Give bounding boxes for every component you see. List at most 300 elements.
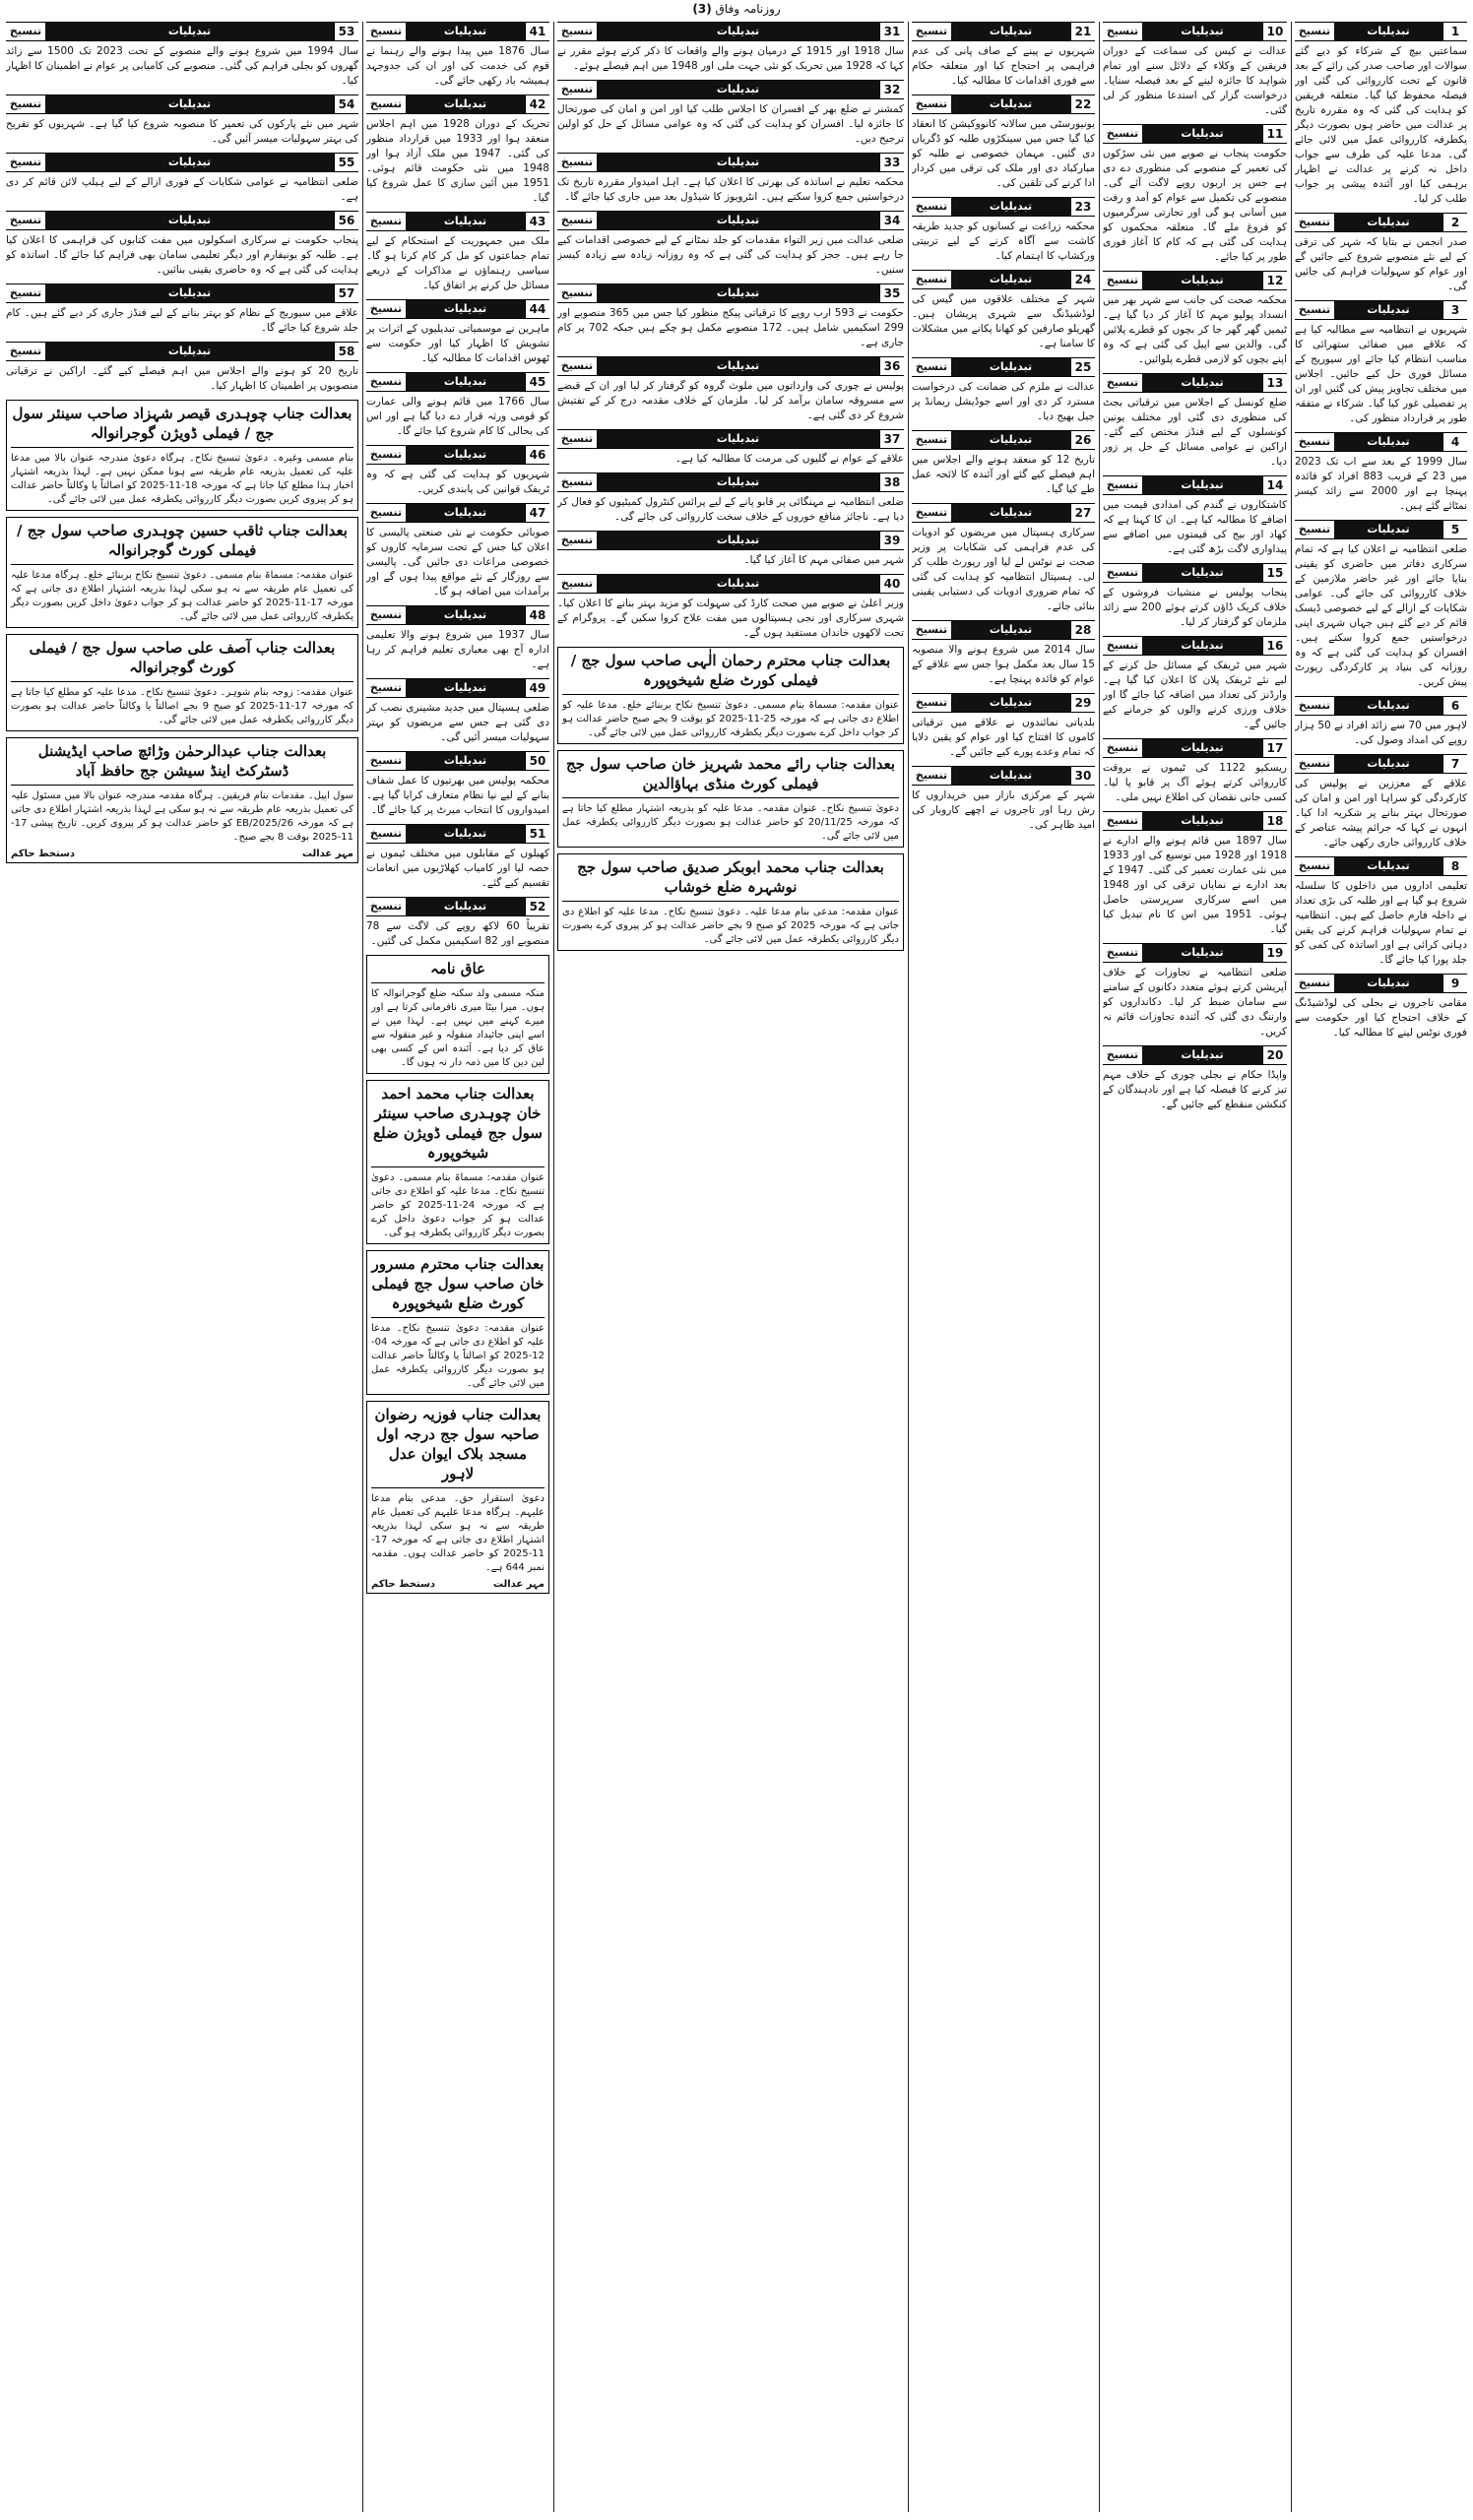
- announcement-item: [557, 531, 904, 568]
- announcement-header: [1103, 738, 1287, 758]
- announcement-header: [1295, 300, 1467, 320]
- announcement-item: [6, 153, 358, 205]
- announcement-header: [1103, 943, 1287, 963]
- announcement-header: [1295, 432, 1467, 452]
- section-label: تنسیخ: [366, 898, 406, 915]
- announcement-item: [557, 356, 904, 423]
- announcement-header: [366, 94, 549, 114]
- section-label: تنسیخ: [912, 23, 951, 40]
- announcement-item: [6, 342, 358, 394]
- section-label: تنسیخ: [557, 212, 597, 229]
- announcement-text: تاریخ 20 کو ہونے والے اجلاس میں اہم فیصلے کیے گئے۔ اراکین نے ترقیاتی منصوبوں پر اطمینان کا اظہار کیا۔: [6, 365, 358, 392]
- court-title: بعدالت جناب محترم مسرور خان صاحب سول جج فیملی کورٹ ضلع شیخوپورہ: [371, 1255, 544, 1312]
- announcement-header: [557, 574, 904, 594]
- announcement-header: [6, 342, 358, 361]
- announcement-item: [366, 445, 549, 497]
- notice-body: عنوان مقدمہ: مسماۃ بنام مسمی۔ دعویٰ تنسیخ نکاح۔ مدعا علیہ کو اطلاع دی جاتی ہے کہ مورخہ 24-11-2025 کو حاضر عدالت ہو کر جواب دعویٰ داخل کرے بصورت دیگر کارروائی یکطرفہ ہو گی۔: [371, 1172, 544, 1238]
- announcement-item: [1295, 974, 1467, 1040]
- divider: [371, 1166, 544, 1167]
- announcement-text: ملک میں جمہوریت کے استحکام کے لیے تمام جماعتوں کو مل کر کام کرنا ہو گا۔ سیاسی رہنماؤں نے مذاکرات کے ذریعے مسائل حل کرنے پر اتفاق کیا۔: [366, 235, 549, 291]
- announcement-text: شہر میں صفائی مہم کا آغاز کیا گیا۔: [743, 554, 904, 566]
- announcement-category: تبدیلیات: [45, 23, 334, 40]
- announcement-category: تبدیلیات: [406, 446, 525, 464]
- divider: [562, 901, 899, 902]
- divider: [11, 447, 353, 448]
- announcement-text: تعلیمی اداروں میں داخلوں کا سلسلہ شروع ہو گیا ہے اور طلبہ کی بڑی تعداد نے داخلہ فارم حاصل کیے ہیں۔ انتظامیہ نے تمام سہولیات فراہم کرنے کی یقین دہانی کرائی ہے اور اساتذہ کی کمی کو جلد پورا کیا جائے گا۔: [1295, 880, 1467, 966]
- announcement-number: 15: [1262, 564, 1287, 582]
- announcement-item: [912, 430, 1095, 497]
- announcement-number: 54: [334, 95, 358, 113]
- announcement-item: [366, 503, 549, 599]
- announcement-item: [366, 678, 549, 745]
- announcement-header: [1295, 754, 1467, 774]
- announcement-item: [1103, 271, 1287, 367]
- announcement-number: 23: [1070, 198, 1095, 216]
- announcement-header: [366, 372, 549, 392]
- court-notice: [366, 1250, 549, 1395]
- announcement-header: [1103, 475, 1287, 495]
- announcement-text: ضلعی عدالت میں زیر التواء مقدمات کو جلد نمٹانے کے لیے خصوصی اقدامات کیے جا رہے ہیں۔ ججز کو ہدایت کی گئی ہے کہ وہ روزانہ زیادہ سے زیادہ کیسز سنیں۔: [557, 234, 904, 276]
- announcement-text: عدالت نے ملزم کی ضمانت کی درخواست مسترد کر دی اور اسے جوڈیشل ریمانڈ پر جیل بھیج دیا۔: [912, 381, 1095, 422]
- column-rule: [553, 22, 554, 2512]
- announcement-category: تبدیلیات: [1334, 301, 1442, 319]
- announcement-number: 34: [879, 212, 904, 229]
- announcement-category: تبدیلیات: [597, 23, 879, 40]
- announcement-item: [557, 153, 904, 205]
- announcement-number: 36: [879, 357, 904, 375]
- announcement-item: [1295, 754, 1467, 850]
- announcement-number: 27: [1070, 504, 1095, 522]
- section-label: تنسیخ: [557, 81, 597, 98]
- announcement-header: [1295, 974, 1467, 993]
- section-label: تنسیخ: [1295, 521, 1334, 538]
- announcement-text: شہریوں نے پینے کے صاف پانی کی عدم فراہمی پر احتجاج کیا اور متعلقہ حکام سے فوری اقدامات کا مطالبہ کیا۔: [912, 45, 1095, 87]
- announcement-text: کھیلوں کے مقابلوں میں مختلف ٹیموں نے حصہ لیا اور کامیاب کھلاڑیوں میں انعامات تقسیم کیے گئے۔: [366, 848, 549, 889]
- announcement-item: [557, 574, 904, 641]
- section-label: تنسیخ: [366, 825, 406, 843]
- announcement-item: [1103, 373, 1287, 470]
- section-label: تنسیخ: [912, 694, 951, 712]
- announcement-number: 45: [525, 373, 549, 391]
- announcement-text: ضلعی انتظامیہ نے اعلان کیا ہے کہ تمام سرکاری دفاتر میں حاضری کو یقینی بنایا جائے اور غیر حاضر ملازمین کے خلاف کارروائی کی جائے گی۔ عوامی شکایات کے ازالے کے لیے خصوصی ڈیسک قائم کر دیے گئے ہیں جہاں شہری اپنی درخواستیں جمع کروا سکتے ہیں۔ افسران کو ہدایت کی گئی ہے کہ وہ روزانہ کی بنیاد پر کارکردگی رپورٹ پیش کریں۔: [1295, 543, 1467, 688]
- announcement-header: [912, 766, 1095, 786]
- section-label: تنسیخ: [1103, 812, 1142, 830]
- announcement-category: تبدیلیات: [1334, 521, 1442, 538]
- announcement-text: پنجاب حکومت نے سرکاری اسکولوں میں مفت کتابوں کی فراہمی کا اعلان کیا ہے۔ طلبہ کو یونیفارم اور دیگر تعلیمی سامان بھی فراہم کیا جائے گا۔ اساتذہ کو ہدایت کی گئی ہے کہ وہ حاضری یقینی بنائیں۔: [6, 234, 358, 276]
- announcement-text: سال 1766 میں قائم ہونے والی عمارت کو قومی ورثہ قرار دے دیا گیا ہے اور اس کی بحالی کا کام شروع کیا جائے گا۔: [366, 396, 549, 437]
- announcement-text: ضلعی ہسپتال میں جدید مشینری نصب کر دی گئی ہے جس سے مریضوں کو بہتر سہولیات میسر آئیں گی۔: [366, 702, 549, 743]
- section-label: تنسیخ: [557, 23, 597, 40]
- column-rule: [1291, 22, 1292, 2512]
- announcement-header: [557, 22, 904, 41]
- announcement-category: تبدیلیات: [1334, 697, 1442, 715]
- announcement-item: [6, 22, 358, 89]
- notice-body: بنام مسمی وغیرہ۔ دعویٰ تنسیخ نکاح۔ ہرگاہ دعویٰ مندرجہ عنوان بالا میں مدعا علیہ کی تعمیل بذریعہ عام طریقہ سے ہونا ممکن نہیں ہے۔ لہذا بذریعہ اشتہار اخبار ہذا مطلع کیا جاتا ہے کہ مورخہ 18-11-2025 کو اصالتاً یا وکالتاً حاضر عدالت ہو کر پیروی کریں بصورت دیگر کارروائی یکطرفہ عمل میں لائی جائے گی۔: [11, 453, 353, 505]
- announcement-item: [557, 429, 904, 467]
- announcement-number: 32: [879, 81, 904, 98]
- announcement-category: تبدیلیات: [1142, 812, 1262, 830]
- section-label: تنسیخ: [1295, 697, 1334, 715]
- divider: [11, 785, 353, 786]
- notice-body: عنوان مقدمہ: مدعی بنام مدعا علیہ۔ دعویٰ تنسیخ نکاح۔ مدعا علیہ کو اطلاع دی جاتی ہے کہ مورخہ 2025 کو صبح 9 بجے حاضر عدالت ہو کر پیروی کرے بصورت دیگر کارروائی یکطرفہ عمل میں لائی جائے گی۔: [562, 907, 899, 945]
- announcement-number: 5: [1442, 521, 1467, 538]
- notice-body: عنوان مقدمہ: مسماۃ بنام مسمی۔ دعویٰ تنسیخ نکاح بربنائے خلع۔ ہرگاہ مدعا علیہ کی تعمیل عام طریقہ سے نہ ہو سکی لہذا بذریعہ اشتہار اطلاع دی جاتی ہے کہ مورخہ 17-11-2025 کو حاضر عدالت ہو کر جواب دعویٰ داخل کریں بصورت دیگر یکطرفہ کارروائی عمل میں لائی جائے گی۔: [11, 570, 353, 622]
- announcement-text: ضلع کونسل کے اجلاس میں ترقیاتی بجٹ کی منظوری دی گئی اور مختلف یونین کونسلوں کے لیے فنڈز مختص کیے گئے۔ اراکین نے عوامی مسائل کے حل پر زور دیا۔: [1103, 397, 1287, 468]
- announcement-number: 52: [525, 898, 549, 915]
- announcement-text: حکومت نے 593 ارب روپے کا ترقیاتی پیکج منظور کیا جس میں 365 منصوبے اور 299 اسکیمیں شامل ہیں۔ 172 منصوبے مکمل ہو چکے ہیں جبکہ 702 پر کام جاری ہے۔: [557, 307, 904, 348]
- announcement-category: تبدیلیات: [45, 95, 334, 113]
- notice-body: سول اپیل۔ مقدمات بنام فریقین۔ ہرگاہ مقدمہ مندرجہ عنوان بالا میں مسئول علیہ کی تعمیل بذریعہ عام طریقہ سے نہ ہو سکی ہے لہذا بذریعہ اشتہار اطلاع دی جاتی ہے کہ مورخہ 26/EB/2025 کو حاضر عدالت ہو کر پیروی کریں۔ تاریخ پیشی 17-11-2025 بوقت 8 بجے صبح۔: [11, 790, 353, 843]
- announcement-item: [6, 94, 358, 147]
- announcement-item: [557, 284, 904, 350]
- masthead-page-number: (3): [692, 2, 712, 16]
- court-title: بعدالت جناب چوہدری قیصر شہزاد صاحب سینئر سول جج / فیملی ڈویژن گوجرانوالہ: [12, 405, 352, 442]
- announcement-header: [912, 197, 1095, 217]
- announcement-category: تبدیلیات: [406, 213, 525, 230]
- announcement-number: 21: [1070, 23, 1095, 40]
- announcement-item: [1295, 213, 1467, 294]
- column-rule: [908, 22, 909, 2512]
- announcement-category: تبدیلیات: [1142, 23, 1262, 40]
- announcement-category: تبدیلیات: [406, 752, 525, 770]
- court-notice: [366, 1080, 549, 1244]
- announcement-header: [1295, 696, 1467, 716]
- announcement-item: [1295, 696, 1467, 748]
- announcement-number: 22: [1070, 95, 1095, 113]
- announcement-text: شہر میں نئے پارکوں کی تعمیر کا منصوبہ شروع کیا گیا ہے۔ شہریوں کو تفریح کی بہتر سہولیات میسر آئیں گی۔: [6, 118, 358, 145]
- announcement-number: 19: [1262, 944, 1287, 962]
- announcement-number: 29: [1070, 694, 1095, 712]
- announcement-text: مقامی تاجروں نے بجلی کی لوڈشیڈنگ کے خلاف احتجاج کیا اور حکومت سے فوری نوٹس لینے کا مطالبہ کیا۔: [1295, 997, 1467, 1039]
- column-5: [366, 22, 549, 2512]
- section-label: تنسیخ: [557, 473, 597, 491]
- announcement-category: تبدیلیات: [597, 81, 879, 98]
- announcement-header: [366, 897, 549, 916]
- announcement-number: 35: [879, 284, 904, 302]
- announcement-text: ماہرین نے موسمیاتی تبدیلیوں کے اثرات پر تشویش کا اظہار کیا اور حکومت سے ٹھوس اقدامات کا مطالبہ کیا۔: [366, 323, 549, 364]
- announcement-text: سال 1999 کے بعد سے اب تک 2023 میں 23 کے قریب 883 افراد کو فائدہ پہنچا ہے اور 2000 سے زائد کیسز نمٹائے گئے ہیں۔: [1295, 456, 1467, 512]
- divider: [371, 1487, 544, 1488]
- announcement-category: تبدیلیات: [406, 23, 525, 40]
- announcement-item: [1295, 22, 1467, 207]
- announcement-item: [366, 751, 549, 818]
- announcement-item: [912, 766, 1095, 833]
- court-notice: [6, 634, 358, 731]
- masthead-paper: روزنامہ وفاق: [715, 2, 781, 16]
- announcement-category: تبدیلیات: [45, 343, 334, 360]
- section-label: تنسیخ: [1103, 23, 1142, 40]
- section-label: تنسیخ: [912, 621, 951, 639]
- announcement-header: [912, 693, 1095, 713]
- column-6: [6, 22, 358, 2512]
- masthead: [0, 0, 1473, 18]
- announcement-category: تبدیلیات: [1142, 944, 1262, 962]
- section-label: تنسیخ: [366, 752, 406, 770]
- section-label: تنسیخ: [366, 23, 406, 40]
- divider: [562, 797, 899, 798]
- announcement-header: [912, 430, 1095, 450]
- announcement-category: تبدیلیات: [1142, 272, 1262, 289]
- announcement-header: [366, 751, 549, 771]
- announcement-number: 7: [1442, 755, 1467, 773]
- divider: [11, 564, 353, 565]
- announcement-text: شہریوں کو ہدایت کی گئی ہے کہ وہ ٹریفک قوانین کی پابندی کریں۔: [366, 469, 549, 495]
- announcement-number: 26: [1070, 431, 1095, 449]
- announcement-item: [1103, 738, 1287, 805]
- announcement-item: [912, 94, 1095, 191]
- column-rule: [1099, 22, 1100, 2512]
- announcement-header: [366, 299, 549, 319]
- section-label: تنسیخ: [1295, 857, 1334, 875]
- section-label: تنسیخ: [912, 198, 951, 216]
- announcement-header: [557, 211, 904, 230]
- section-label: تنسیخ: [557, 284, 597, 302]
- section-label: تنسیخ: [6, 284, 45, 302]
- announcement-text: محکمہ زراعت نے کسانوں کو جدید طریقہ کاشت سے آگاہ کرنے کے لیے تربیتی ورکشاپ کا اہتمام کیا۔: [912, 220, 1095, 262]
- section-label: تنسیخ: [6, 212, 45, 229]
- announcement-number: 46: [525, 446, 549, 464]
- announcement-text: علاقے کے عوام نے گلیوں کی مرمت کا مطالبہ کیا ہے۔: [674, 453, 904, 465]
- announcement-number: 47: [525, 504, 549, 522]
- announcement-number: 3: [1442, 301, 1467, 319]
- court-title: بعدالت جناب فوزیہ رضوان صاحبہ سول جج درجہ اول مسجد بلاک ایوان عدل لاہور: [374, 1406, 542, 1482]
- announcement-header: [557, 531, 904, 550]
- announcement-item: [6, 211, 358, 278]
- announcement-category: تبدیلیات: [45, 284, 334, 302]
- announcement-category: تبدیلیات: [45, 154, 334, 171]
- announcement-category: تبدیلیات: [1142, 374, 1262, 392]
- announcement-number: 1: [1442, 23, 1467, 40]
- announcement-item: [366, 605, 549, 672]
- announcement-item: [912, 197, 1095, 264]
- divider: [371, 982, 544, 983]
- announcement-header: [557, 153, 904, 172]
- announcement-number: 6: [1442, 697, 1467, 715]
- column-1: [1295, 22, 1467, 2512]
- notice-body: عنوان مقدمہ: دعویٰ تنسیخ نکاح۔ مدعا علیہ کو اطلاع دی جاتی ہے کہ مورخہ 04-12-2025 کو اصالتاً یا وکالتاً حاضر عدالت ہو بصورت دیگر کارروائی یکطرفہ عمل میں لائی جائے گی۔: [371, 1323, 544, 1389]
- announcement-number: 18: [1262, 812, 1287, 830]
- announcement-category: تبدیلیات: [951, 694, 1070, 712]
- announcement-category: تبدیلیات: [951, 504, 1070, 522]
- announcement-header: [912, 270, 1095, 289]
- announcement-text: محکمہ تعلیم نے اساتذہ کی بھرتی کا اعلان کیا ہے۔ اہل امیدوار مقررہ تاریخ تک درخواستیں جمع کروا سکتے ہیں۔ انٹرویوز کا شیڈول بعد میں جاری کیا جائے گا۔: [557, 176, 904, 203]
- announcement-item: [1295, 856, 1467, 968]
- section-label: تنسیخ: [1103, 125, 1142, 143]
- court-notice: [366, 955, 549, 1074]
- announcement-text: سرکاری ہسپتال میں مریضوں کو ادویات کی عدم فراہمی کی شکایات پر وزیر صحت نے نوٹس لے لیا اور رپورٹ طلب کر لی۔ ہسپتال انتظامیہ کو ہدایت کی گئی کہ تمام ضروری ادویات کی دستیابی یقینی بنائی جائے۔: [912, 527, 1095, 612]
- announcement-number: 38: [879, 473, 904, 491]
- announcement-category: تبدیلیات: [597, 430, 879, 448]
- announcement-header: [557, 356, 904, 376]
- announcement-text: صوبائی حکومت نے نئی صنعتی پالیسی کا اعلان کیا جس کے تحت سرمایہ کاروں کو خصوصی مراعات دی جائیں گی۔ پالیسی سے روزگار کے نئے مواقع پیدا ہوں گے اور برآمدات میں اضافہ ہو گا۔: [366, 527, 549, 598]
- notice-footer: [371, 1579, 544, 1590]
- announcement-text: یونیورسٹی میں سالانہ کانووکیشن کا انعقاد کیا گیا جس میں سینکڑوں طلبہ کو ڈگریاں دی گئیں۔ مہمان خصوصی نے طلبہ کو مبارکباد دی اور ملک کی ترقی میں کردار ادا کرنے کی تلقین کی۔: [912, 118, 1095, 189]
- section-label: تنسیخ: [366, 213, 406, 230]
- announcement-header: [366, 824, 549, 844]
- announcement-item: [1295, 432, 1467, 514]
- announcement-category: تبدیلیات: [1334, 433, 1442, 451]
- announcement-item: [1103, 636, 1287, 732]
- announcement-header: [1103, 1045, 1287, 1065]
- announcement-item: [1103, 22, 1287, 118]
- announcement-text: کمشنر نے ضلع بھر کے افسران کا اجلاس طلب کیا اور امن و امان کی صورتحال کا جائزہ لیا۔ افسران کو ہدایت کی گئی کہ وہ عوامی مسائل کے حل کو اولین ترجیح دیں۔: [557, 103, 904, 145]
- announcement-header: [6, 94, 358, 114]
- divider: [562, 694, 899, 695]
- announcement-text: سال 2014 میں شروع ہونے والا منصوبہ 15 سال بعد مکمل ہوا جس سے علاقے کے عوام کو فائدہ پہنچا ہے۔: [912, 644, 1095, 685]
- announcement-header: [1103, 811, 1287, 831]
- announcement-category: تبدیلیات: [1334, 755, 1442, 773]
- announcement-header: [366, 445, 549, 465]
- section-label: تنسیخ: [366, 300, 406, 318]
- divider: [371, 1317, 544, 1318]
- announcement-item: [912, 22, 1095, 89]
- announcement-number: 57: [334, 284, 358, 302]
- announcement-category: تبدیلیات: [597, 154, 879, 171]
- announcement-number: 33: [879, 154, 904, 171]
- announcement-number: 8: [1442, 857, 1467, 875]
- announcement-header: [557, 472, 904, 492]
- announcement-item: [366, 299, 549, 366]
- announcement-item: [366, 212, 549, 293]
- announcement-category: تبدیلیات: [1142, 1046, 1262, 1064]
- announcement-number: 43: [525, 213, 549, 230]
- section-label: تنسیخ: [1103, 374, 1142, 392]
- announcement-item: [366, 824, 549, 891]
- announcement-text: محکمہ صحت کی جانب سے شہر بھر میں انسداد پولیو مہم کا آغاز کر دیا گیا ہے۔ ٹیمیں گھر گھر جا کر بچوں کو قطرے پلائیں گی۔ والدین سے اپیل کی گئی ہے کہ وہ اپنے بچوں کو لازمی قطرے پلوائیں۔: [1103, 294, 1287, 365]
- announcement-category: تبدیلیات: [597, 473, 879, 491]
- column-2: [1103, 22, 1287, 2512]
- announcement-number: 10: [1262, 23, 1287, 40]
- announcement-text: کاشتکاروں نے گندم کی امدادی قیمت میں اضافے کا مطالبہ کیا ہے۔ ان کا کہنا ہے کہ کھاد اور بیج کی قیمتوں میں اضافے سے پیداواری لاگت بڑھ گئی ہے۔: [1103, 499, 1287, 555]
- announcement-category: تبدیلیات: [1334, 975, 1442, 992]
- announcement-text: شہر کے مختلف علاقوں میں گیس کی لوڈشیڈنگ سے شہری پریشان ہیں۔ گھریلو صارفین کو کھانا پکانے میں مشکلات کا سامنا ہے۔: [912, 293, 1095, 349]
- section-label: تنسیخ: [1103, 1046, 1142, 1064]
- announcement-header: [912, 22, 1095, 41]
- announcement-header: [912, 357, 1095, 377]
- court-notice: [366, 1401, 549, 1594]
- column-4: [557, 22, 904, 2512]
- announcement-category: تبدیلیات: [1142, 125, 1262, 143]
- announcement-category: تبدیلیات: [406, 679, 525, 697]
- announcement-item: [1103, 124, 1287, 265]
- announcement-number: 51: [525, 825, 549, 843]
- notice-footer: [11, 849, 353, 859]
- announcement-number: 28: [1070, 621, 1095, 639]
- announcement-number: 50: [525, 752, 549, 770]
- announcement-category: تبدیلیات: [597, 284, 879, 302]
- court-title: بعدالت جناب محترم رحمان الٰہی صاحب سول جج / فیملی کورٹ ضلع شیخوپورہ: [570, 652, 891, 689]
- section-label: تنسیخ: [1103, 739, 1142, 757]
- announcement-text: وزیر اعلیٰ نے صوبے میں صحت کارڈ کی سہولت کو مزید بہتر بنانے کا اعلان کیا۔ شہری سرکاری اور نجی ہسپتالوں میں مفت علاج کروا سکیں گے۔ پروگرام کے تحت لاکھوں خاندان مستفید ہوں گے۔: [557, 598, 904, 639]
- announcement-category: تبدیلیات: [1142, 637, 1262, 655]
- announcement-number: 17: [1262, 739, 1287, 757]
- announcement-header: [1103, 636, 1287, 656]
- notice-body: دعویٰ تنسیخ نکاح۔ عنوان مقدمہ۔ مدعا علیہ کو بذریعہ اشتہار مطلع کیا جاتا ہے کہ مورخہ 20/11/25 کو حاضر عدالت ہو بصورت دیگر کارروائی یکطرفہ عمل میں لائی جائے گی۔: [562, 803, 899, 842]
- announcement-header: [366, 605, 549, 625]
- announcement-text: علاقے کے معززین نے پولیس کی کارکردگی کو سراہا اور امن و امان کی صورتحال بہتر بنانے پر شکریہ ادا کیا۔ انہوں نے کہا کہ جرائم پیشہ عناصر کے خلاف کارروائی جاری رکھی جائے۔: [1295, 778, 1467, 849]
- announcement-header: [366, 678, 549, 698]
- section-label: تنسیخ: [912, 271, 951, 288]
- announcement-item: [912, 357, 1095, 424]
- court-title: بعدالت جناب آصف علی صاحب سول جج / فیملی کورٹ گوجرانوالہ: [29, 639, 336, 676]
- announcement-item: [912, 620, 1095, 687]
- column-3: [912, 22, 1095, 2512]
- announcement-number: 9: [1442, 975, 1467, 992]
- section-label: تنسیخ: [1295, 433, 1334, 451]
- announcement-item: [912, 270, 1095, 351]
- announcement-category: تبدیلیات: [951, 621, 1070, 639]
- announcement-header: [6, 284, 358, 303]
- announcement-number: 41: [525, 23, 549, 40]
- notice-body: عنوان مقدمہ: زوجہ بنام شوہر۔ دعویٰ تنسیخ نکاح۔ مدعا علیہ کو مطلع کیا جاتا ہے کہ مورخہ 17-11-2025 کو صبح 9 بجے اصالتاً یا وکالتاً حاضر عدالت ہو بصورت دیگر کارروائی یکطرفہ عمل میں لائی جائے گی۔: [11, 687, 353, 725]
- section-label: تنسیخ: [366, 606, 406, 624]
- announcement-category: تبدیلیات: [597, 575, 879, 593]
- announcement-item: [557, 22, 904, 74]
- court-title: بعدالت جناب عبدالرحمٰن وڑائچ صاحب ایڈیشنل ڈسٹرکٹ اینڈ سیشن جج حافظ آباد: [37, 742, 327, 780]
- announcement-number: 16: [1262, 637, 1287, 655]
- announcement-category: تبدیلیات: [406, 300, 525, 318]
- announcement-text: واپڈا حکام نے بجلی چوری کے خلاف مہم تیز کرنے کا فیصلہ کیا ہے اور نادہندگان کے کنکشن منقطع کیے جائیں گے۔: [1103, 1069, 1287, 1110]
- divider: [11, 681, 353, 682]
- notice-signature-label: دستخط حاکم: [11, 849, 76, 859]
- announcement-number: 49: [525, 679, 549, 697]
- court-title: عاق نامہ: [430, 960, 485, 977]
- announcement-header: [1295, 520, 1467, 539]
- court-title: بعدالت جناب محمد ابوبکر صدیق صاحب سول جج نوشہرہ ضلع خوشاب: [577, 858, 884, 896]
- column-rule: [362, 22, 363, 2512]
- section-label: تنسیخ: [1295, 214, 1334, 231]
- announcement-item: [1103, 943, 1287, 1040]
- announcement-category: تبدیلیات: [1142, 739, 1262, 757]
- announcement-text: ریسکیو 1122 کی ٹیموں نے بروقت کارروائی کرتے ہوئے آگ پر قابو پا لیا۔ کسی جانی نقصان کی اطلاع نہیں ملی۔: [1103, 762, 1287, 803]
- announcement-item: [557, 472, 904, 525]
- court-notice: [557, 647, 904, 744]
- announcement-header: [6, 153, 358, 172]
- section-label: تنسیخ: [366, 446, 406, 464]
- section-label: تنسیخ: [557, 575, 597, 593]
- announcement-number: 12: [1262, 272, 1287, 289]
- announcement-number: 13: [1262, 374, 1287, 392]
- announcement-header: [912, 620, 1095, 640]
- announcement-text: شہریوں نے انتظامیہ سے مطالبہ کیا ہے کہ علاقے میں صفائی ستھرائی کا مناسب انتظام کیا جائے اور سیوریج کے مسائل فوری حل کیے جائیں۔ اجلاس میں مختلف تجاویز پیش کی گئیں اور ان پر تفصیلی غور کیا گیا۔ شرکاء نے متفقہ طور پر قرارداد منظور کی۔: [1295, 324, 1467, 424]
- announcement-number: 24: [1070, 271, 1095, 288]
- announcement-item: [912, 503, 1095, 614]
- announcement-text: شہر کے مرکزی بازار میں خریداروں کا رش رہا اور تاجروں نے اچھے کاروبار کی امید ظاہر کی۔: [912, 789, 1095, 831]
- announcement-header: [557, 80, 904, 99]
- court-title: بعدالت جناب رائے محمد شہریز خان صاحب سول جج فیملی کورٹ منڈی بہاؤالدین: [565, 755, 896, 792]
- announcement-category: تبدیلیات: [45, 212, 334, 229]
- announcement-category: تبدیلیات: [597, 212, 879, 229]
- announcement-item: [1295, 300, 1467, 426]
- announcement-header: [1103, 124, 1287, 144]
- section-label: تنسیخ: [1103, 272, 1142, 289]
- announcement-number: 48: [525, 606, 549, 624]
- court-notice: [557, 750, 904, 848]
- notice-body: دعویٰ استقرار حق۔ مدعی بنام مدعا علیہم۔ ہرگاہ مدعا علیہم کی تعمیل عام طریقہ سے نہ ہو سکی لہذا بذریعہ اشتہار اطلاع دی جاتی ہے کہ مورخہ 17-11-2025 کو حاضر عدالت ہوں۔ مقدمہ نمبر 644 ہے۔: [371, 1493, 544, 1573]
- announcement-text: ضلعی انتظامیہ نے مہنگائی پر قابو پانے کے لیے پرائس کنٹرول کمیٹیوں کو فعال کر دیا ہے۔ ناجائز منافع خوروں کے خلاف سخت کارروائی کی جائے گی۔: [557, 496, 904, 523]
- notice-body: منکہ مسمی ولد سکنہ ضلع گوجرانوالہ کا ہوں۔ میرا بیٹا میری نافرمانی کرتا ہے اور میرے کہنے میں نہیں ہے۔ لہذا میں نے اسے اپنی جائیداد منقولہ و غیر منقولہ سے عاق کر دیا ہے۔ آئندہ اس کے کسی بھی لین دین کا میں ذمہ دار نہ ہوں گا۔: [371, 988, 544, 1068]
- announcement-category: تبدیلیات: [406, 898, 525, 915]
- announcement-item: [1103, 475, 1287, 557]
- court-title: بعدالت جناب ثاقب حسین چوہدری صاحب سول جج / فیملی کورٹ گوجرانوالہ: [17, 522, 348, 559]
- announcement-item: [366, 372, 549, 439]
- section-label: تنسیخ: [1103, 564, 1142, 582]
- section-label: تنسیخ: [1103, 476, 1142, 494]
- announcement-text: سال 1918 اور 1915 کے درمیان ہونے والے واقعات کا ذکر کرتے ہوئے مقرر نے کہا کہ 1928 میں تحریک کو نئی جہت ملی اور 1948 میں اہم فیصلے ہوئے۔: [557, 45, 904, 72]
- section-label: تنسیخ: [1295, 23, 1334, 40]
- announcement-number: 55: [334, 154, 358, 171]
- announcement-category: تبدیلیات: [951, 271, 1070, 288]
